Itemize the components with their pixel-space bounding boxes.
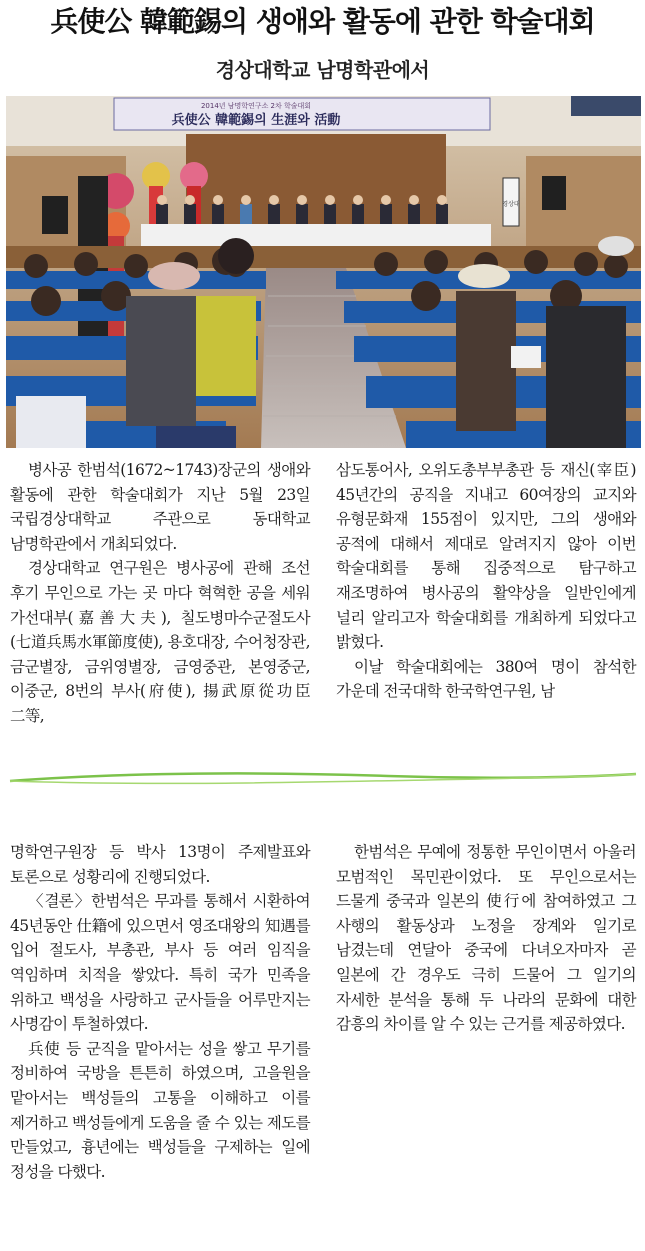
paragraph: 경상대학교 연구원은 병사공에 관해 조선 후기 무인으로 가는 곳 마다 혁혁한 공을 세워 가선대부(嘉善大夫), 칠도병마수군절도사(七道兵馬水軍節度使), 용호대장, 수어청장관, 금군별장, 금위영별장, 금영중관, 본영중군, 이중군, 8번의 부사(府使), 揚武原從功臣 二等,	[10, 559, 310, 725]
banner-top-text: 2014년 남명학연구소 2차 학술대회	[200, 102, 312, 110]
article-column-3	[10, 840, 310, 1184]
paragraph: 〈결론〉한범석은 무과를 통해서 시환하여 45년동안 仕籍에 있으면서 영조대왕의 知遇를 입어 절도사, 부총관, 부사 등 여러 임직을 역임하며 치적을 쌓았다. 특히 국가 민족을 위하고 백성을 사랑하고 군사들을 어루만지는 사명감이 투철하였다.	[10, 892, 310, 1034]
paragraph: 한범석은 무예에 정통한 무인이면서 아울러 모범적인 목민관이었다. 또 무인으로서는 드물게 중국과 일본의 使行에 참여하였고 그 사행의 활동상과 노정을 장계와 일기로 남겼는데 연달아 중국에 다녀오자마자 곧 일본에 간 경우도 극히 드물어 그 일기의 자세한 분석을 통해 두 나라의 문화에 대한 감흥의 차이를 알 수 있는 근거를 제공하였다.	[336, 843, 636, 1034]
subheadline: 경상대학교 남명학관에서	[215, 58, 430, 82]
event-photo	[6, 96, 641, 448]
stage-banner	[114, 98, 490, 130]
side-sign-text: 경상대	[502, 201, 520, 208]
side-sign	[502, 178, 520, 226]
article-column-1	[10, 458, 310, 729]
decorative-divider	[8, 768, 638, 790]
paragraph: 명학연구원장 등 박사 13명이 주제발표와 토론으로 성황리에 진행되었다.	[10, 843, 310, 886]
paragraph: 병사공 한범석(1672~1743)장군의 생애와 활동에 관한 학술대회가 지난 5월 23일 국립경상대학교 주관으로 동대학교 남명학관에서 개최되었다.	[10, 461, 310, 553]
paragraph: 삼도통어사, 오위도총부부총관 등 재신(宰臣) 45년간의 공직을 지내고 60여장의 교지와 유형문화재 155점이 있지만, 그의 생애와 공적에 대해서 제대로 알려지지 않아 이번 학술대회를 통해 집중적으로 탐구하고 재조명하여 병사공의 활약상을 일반인에게 널리 알리고자 학술대회를 개최하게 되었다고 밝혔다.	[336, 461, 636, 652]
banner-main-text: 兵使公 韓範錫의 生涯와 活動	[171, 113, 341, 128]
paragraph: 이날 학술대회에는 380여 명이 참석한 가운데 전국대학 한국학연구원, 남	[336, 657, 636, 701]
article-column-2	[336, 458, 636, 704]
headline: 兵使公 韓範錫의 생애와 활동에 관한 학술대회	[50, 5, 595, 38]
paragraph: 兵使 등 군직을 맡아서는 성을 쌓고 무기를 정비하여 국방을 튼튼히 하였으며, 고을원을 맡아서는 백성들의 고통을 이해하고 이를 제거하고 백성들에게 도움을 줄 수 있는 제도를 만들었고, 흉년에는 백성들을 구제하는 일에 정성을 다했다.	[10, 1039, 310, 1181]
article-column-4	[336, 840, 636, 1037]
